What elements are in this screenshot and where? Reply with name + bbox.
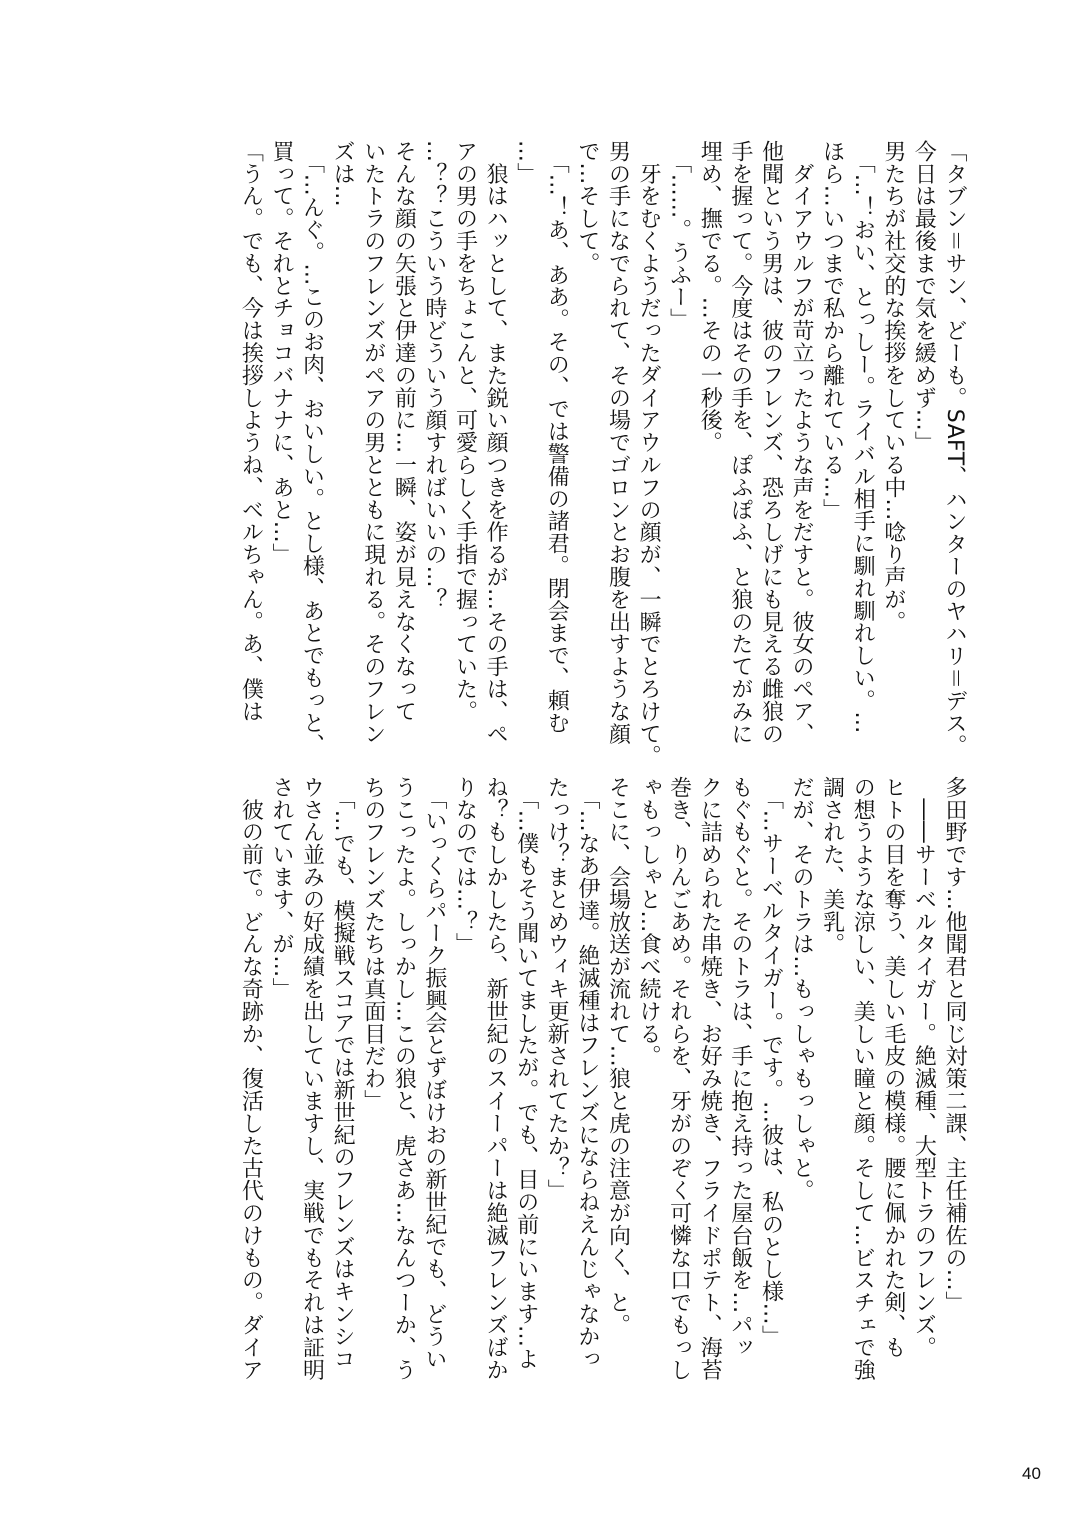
text-line: 「…！おい、とっしー。ライバル相手に馴れ馴れしい。… — [850, 140, 876, 734]
text-line: 調された、美乳。 — [819, 776, 845, 956]
top-text-block — [235, 140, 969, 768]
text-line: …」 — [513, 140, 539, 185]
text-line: ――サーベルタイガー。絶滅種、大型トラのフレンズ。 — [911, 776, 937, 1359]
text-line: ちのフレンズたちは真面目だわ」 — [360, 776, 386, 1112]
text-line: 他聞という男は、彼のフレンズ、恐ろしげにも見える雌狼の — [758, 140, 784, 745]
text-line: りなのでは…？」 — [452, 776, 478, 956]
text-line: 「……。うふー」 — [666, 140, 692, 331]
text-line: されています、が…」 — [268, 776, 294, 1000]
text-line: うこったよ。しっかし…この狼と、虎さあ…なんつーか、う — [391, 776, 417, 1381]
text-line: 「…なあ伊達。絶滅種はフレンズにならねえんじゃなかっ — [574, 776, 600, 1370]
text-line: 男の手になでられて、その場でゴロンとお腹を出すような顔 — [605, 140, 631, 745]
text-line: ほら…いつまで私から離れている…」 — [819, 140, 845, 521]
text-line: アの男の手をちょこんと、可愛らしく手指で握っていた。 — [452, 140, 478, 723]
page-number: 40 — [1022, 1464, 1041, 1483]
bottom-text-block — [235, 776, 969, 1396]
text-line: 「…でも、模擬戦スコアでは新世紀のフレンズはキンシコ — [330, 776, 356, 1370]
text-line: ズは… — [330, 140, 356, 208]
text-line: ゃもっしゃと…食べ続ける。 — [636, 776, 662, 1068]
text-line: もぐもぐと。そのトラは、手に抱え持った屋台飯を…パッ — [727, 776, 753, 1359]
text-line: 牙をむくようだったダイアウルフの顔が、一瞬でとろけて。 — [636, 140, 662, 768]
text-line: 埋め、撫でる。…その一秒後。 — [697, 140, 723, 454]
text-line: 彼の前で。どんな奇跡か、復活した古代のけもの。ダイア — [238, 776, 264, 1381]
text-line: 「いっくらパーク振興会とずぼけおの新世紀でも、どうい — [421, 776, 447, 1370]
text-line: 多田野です…他聞君と同じ対策二課、主任補佐の…」 — [942, 776, 967, 1314]
text-line: いたトラのフレンズがペアの男とともに現れる。そのフレン — [360, 140, 386, 745]
text-line: 男たちが社交的な挨拶をしている中…唸り声が。 — [880, 140, 906, 633]
text-line: 巻き、りんごあめ。それらを、牙がのぞく可憐な口でもっし — [666, 776, 692, 1381]
text-line: そこに、会場放送が流れて…狼と虎の注意が向く、と。 — [605, 776, 631, 1336]
text-line: 今日は最後まで気を緩めず…」 — [911, 140, 937, 454]
text-line: 「うん。でも、今は挨拶しようね、ベルちゃん。あ、僕は — [238, 140, 264, 723]
text-line: クに詰められた串焼き、お好み焼き、フライドポテト、海苔 — [697, 776, 723, 1381]
text-line: そんな顔の矢張と伊達の前に…一瞬、姿が見えなくなって — [391, 140, 417, 723]
text-line: 手を握って。今度はその手を、ぽふぽふ、と狼のたてがみに — [727, 140, 753, 745]
text-line: で…そして。 — [574, 140, 600, 275]
text-line: 「タブン＝サン、どーも。SAFT、ハンターのヤハリ＝デス。 — [942, 140, 967, 757]
text-line: ダイアウルフが苛立ったような声をだすと。彼女のペア、 — [789, 140, 815, 745]
text-line: の想うような涼しい、美しい瞳と顔。そして…ビスチェで強 — [850, 776, 876, 1381]
text-line: …？？こういう時どういう顔すればいいの…？ — [421, 140, 447, 611]
text-line: 「…！あ、ああ。その、では警備の諸君。閉会まで、頼む — [544, 140, 570, 734]
text-line: たっけ？まとめウィキ更新されてたか？」 — [544, 776, 570, 1202]
text-line: 「…僕もそう聞いてましたが。でも、目の前にいます…よ — [513, 776, 539, 1370]
text-line: ね？もしかしたら、新世紀のスイーパーは絶滅フレンズばか — [483, 776, 509, 1381]
text-line: だが、そのトラは…もっしゃもっしゃと。 — [789, 776, 815, 1202]
text-line: ヒトの目を奪う、美しい毛皮の模様。腰に佩かれた剣、も — [880, 776, 906, 1359]
text-line: 買って。それとチョコバナナに、あと…」 — [268, 140, 294, 566]
text-line: 狼はハッとして、また鋭い顔つきを作るが…その手は、ペ — [483, 140, 509, 745]
text-line: ウさん並みの好成績を出していますし、実戦でもそれは証明 — [299, 776, 325, 1381]
text-line: 「…サーベルタイガー。です。…彼は、私のとし様…」 — [758, 776, 784, 1348]
text-line: 「…んぐ。…このお肉、おいしい。とし様、あとでもっと、 — [299, 140, 325, 757]
